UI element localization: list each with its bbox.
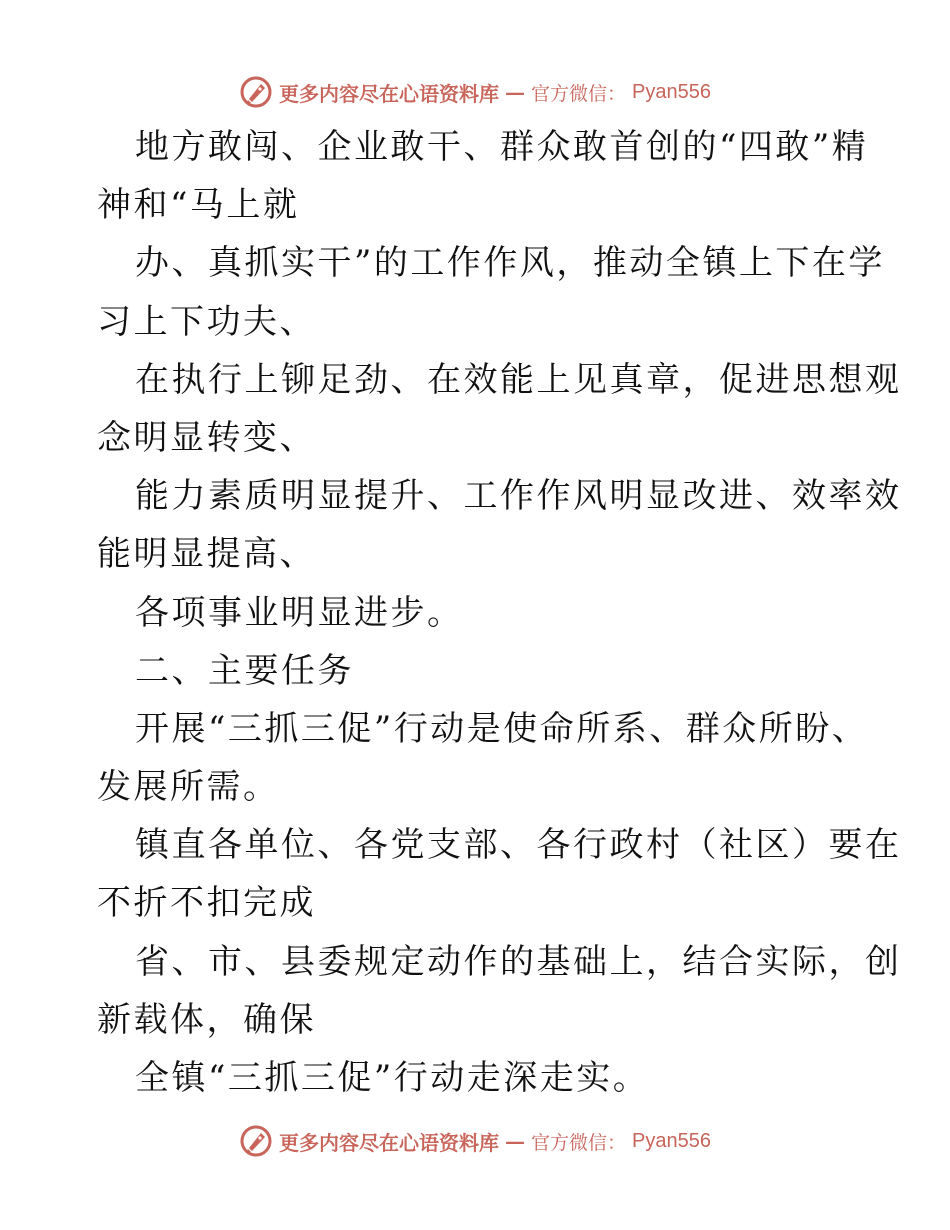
- text-line: 全镇“三抓三促”行动走深走实。: [135, 1058, 650, 1098]
- text-line: 念明显转变、: [97, 417, 316, 458]
- watermark-main-text: 更多内容尽在心语资料库: [279, 1130, 499, 1155]
- watermark-sub-text: 官方微信：: [531, 1131, 627, 1154]
- text-line: 办、真抓实干”的工作作风，推动全镇上下在学: [135, 243, 885, 284]
- text-line: 不折不扣完成: [97, 883, 316, 924]
- text-line: 习上下功夫、: [97, 301, 316, 342]
- watermark-dash: —: [505, 1129, 525, 1153]
- watermark-wechat-id: Pyan556: [632, 1129, 711, 1152]
- document-body: [97, 118, 902, 1107]
- text-line: 省、市、县委规定动作的基础上，结合实际，创: [135, 941, 902, 982]
- pen-nib-logo-icon: [239, 75, 273, 109]
- text-line: 发展所需。: [97, 767, 280, 808]
- text-line: 新载体，确保: [97, 999, 316, 1040]
- watermark-main-text: 更多内容尽在心语资料库: [279, 81, 499, 106]
- pen-nib-logo-icon: [239, 1124, 273, 1158]
- text-line: 开展“三抓三促”行动是使命所系、群众所盼、: [135, 708, 869, 749]
- text-line: 各项事业明显进步。: [135, 592, 464, 633]
- text-line: 地方敢闯、企业敢干、群众敢首创的“四敢”精: [135, 127, 869, 167]
- text-line: 能力素质明显提升、工作作风明显改进、效率效: [135, 476, 902, 517]
- watermark-dash: —: [505, 80, 525, 104]
- watermark-sub-text: 官方微信：: [531, 82, 627, 105]
- text-line: 二、主要任务: [135, 650, 354, 691]
- text-line: 能明显提高、: [97, 534, 316, 575]
- text-line: 镇直各单位、各党支部、各行政村（社区）要在: [135, 825, 902, 866]
- text-line: 神和“马上就: [97, 185, 300, 226]
- watermark-wechat-id: Pyan556: [632, 80, 711, 103]
- text-line: 在执行上铆足劲、在效能上见真章，促进思想观: [135, 359, 902, 400]
- header-watermark: [0, 72, 950, 112]
- footer-watermark: [0, 1121, 950, 1161]
